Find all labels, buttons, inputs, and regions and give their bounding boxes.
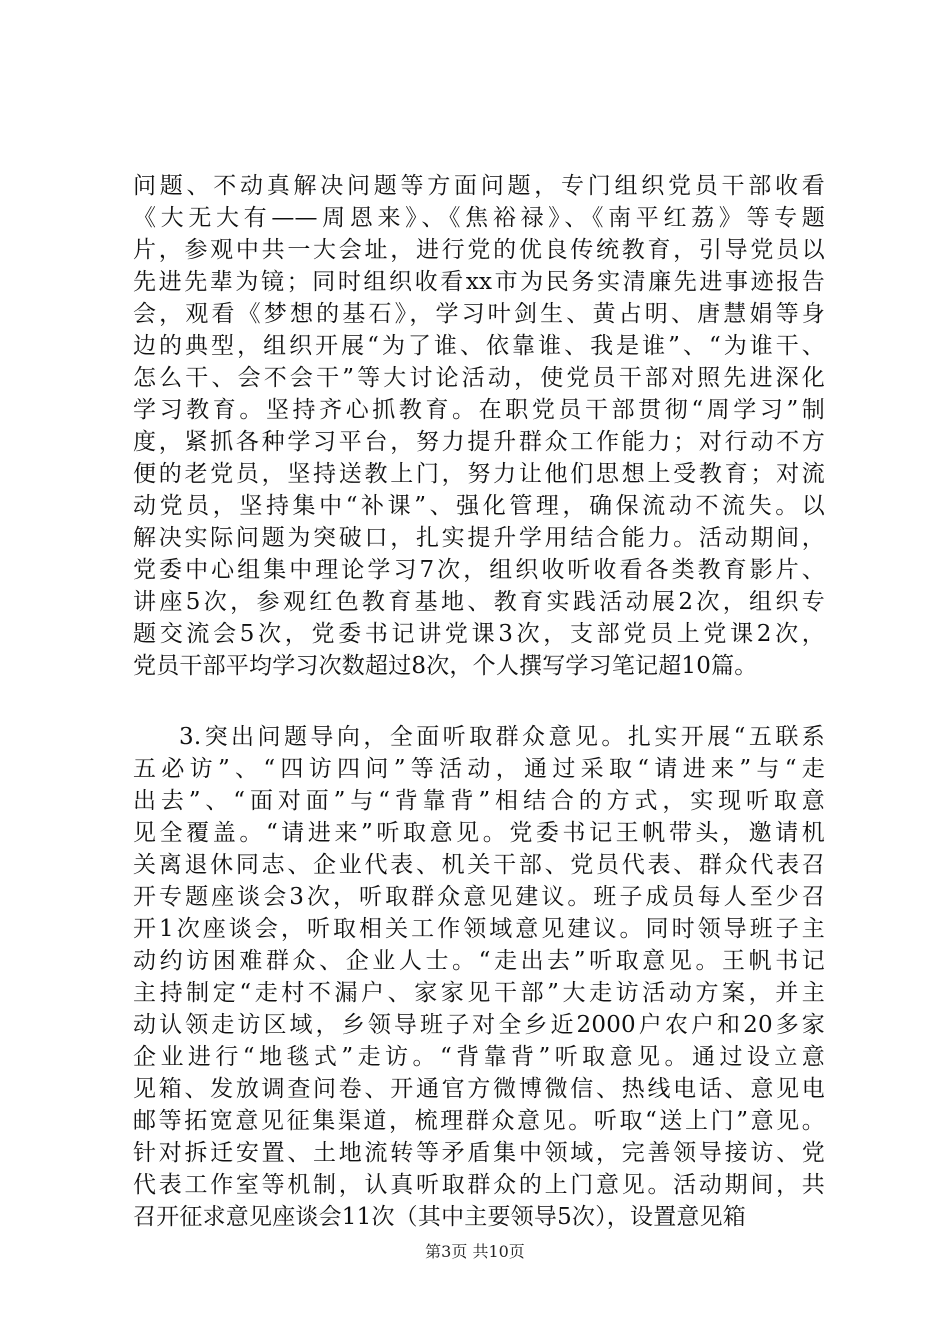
text-line: 题交流会5次，党委书记讲党课3次，支部党员上党课2次， — [133, 621, 825, 647]
text-line: 片，参观中共一大会址，进行党的优良传统教育，引导党员以 — [133, 237, 825, 263]
text-line: 便的老党员，坚持送教上门，努力让他们思想上受教育；对流 — [133, 461, 825, 487]
page-footer: 第3页 共10页 — [425, 1242, 525, 1261]
text-line: 《大无大有——周恩来》、《焦裕禄》、《南平红荔》等专题 — [133, 205, 825, 231]
text-line: 针对拆迁安置、土地流转等矛盾集中领域，完善领导接访、党 — [133, 1140, 825, 1166]
text-line: 边的典型，组织开展“为了谁、依靠谁、我是谁”、“为谁干、 — [133, 333, 825, 359]
text-line: 讲座5次，参观红色教育基地、教育实践活动展2次，组织专 — [133, 589, 825, 615]
paragraph-spacer — [133, 682, 825, 721]
paragraph-opinions — [133, 721, 825, 1233]
text-line: 解决实际问题为突破口，扎实提升学用结合能力。活动期间， — [133, 525, 825, 551]
text-line: 见全覆盖。“请进来”听取意见。党委书记王帆带头，邀请机 — [133, 820, 825, 846]
text-line: 邮等拓宽意见征集渠道，梳理群众意见。听取“送上门”意见。 — [133, 1108, 825, 1134]
text-line: 开1次座谈会，听取相关工作领域意见建议。同时领导班子主 — [133, 916, 825, 942]
text-line: 动党员，坚持集中“补课”、强化管理，确保流动不流失。以 — [133, 493, 825, 519]
text-line: 动约访困难群众、企业人士。“走出去”听取意见。王帆书记 — [133, 948, 825, 974]
text-line: 企业进行“地毯式”走访。“背靠背”听取意见。通过设立意 — [133, 1044, 825, 1070]
text-line: 3.突出问题导向，全面听取群众意见。扎实开展“五联系 — [179, 724, 825, 750]
text-line: 五必访”、“四访四问”等活动，通过采取“请进来”与“走 — [133, 756, 825, 782]
text-line: 党委中心组集中理论学习7次，组织收听收看各类教育影片、 — [133, 557, 825, 583]
text-line: 代表工作室等机制，认真听取群众的上门意见。活动期间，共 — [133, 1172, 825, 1198]
document-body — [133, 170, 825, 1233]
paragraph-education — [133, 170, 825, 682]
text-line: 学习教育。坚持齐心抓教育。在职党员干部贯彻“周学习”制 — [133, 397, 825, 423]
text-line: 主持制定“走村不漏户、家家见干部”大走访活动方案，并主 — [133, 980, 825, 1006]
text-line: 见箱、发放调查问卷、开通官方微博微信、热线电话、意见电 — [133, 1076, 825, 1102]
text-line: 度，紧抓各种学习平台，努力提升群众工作能力；对行动不方 — [133, 429, 825, 455]
text-line: 会，观看《梦想的基石》，学习叶剑生、黄占明、唐慧娟等身 — [133, 301, 825, 327]
text-line: 先进先辈为镜；同时组织收看xx市为民务实清廉先进事迹报告 — [133, 269, 825, 295]
text-line: 开专题座谈会3次，听取群众意见建议。班子成员每人至少召 — [133, 884, 825, 910]
text-line: 召开征求意见座谈会11次（其中主要领导5次），设置意见箱 — [133, 1204, 746, 1230]
text-line: 动认领走访区域，乡领导班子对全乡近2000户农户和20多家 — [133, 1012, 825, 1038]
text-line: 问题、不动真解决问题等方面问题，专门组织党员干部收看 — [133, 173, 825, 199]
text-line: 怎么干、会不会干”等大讨论活动，使党员干部对照先进深化 — [133, 365, 825, 391]
text-line: 关离退休同志、企业代表、机关干部、党员代表、群众代表召 — [133, 852, 825, 878]
text-line: 出去”、“面对面”与“背靠背”相结合的方式，实现听取意 — [133, 788, 825, 814]
text-line: 党员干部平均学习次数超过8次，个人撰写学习笔记超10篇。 — [133, 653, 758, 679]
